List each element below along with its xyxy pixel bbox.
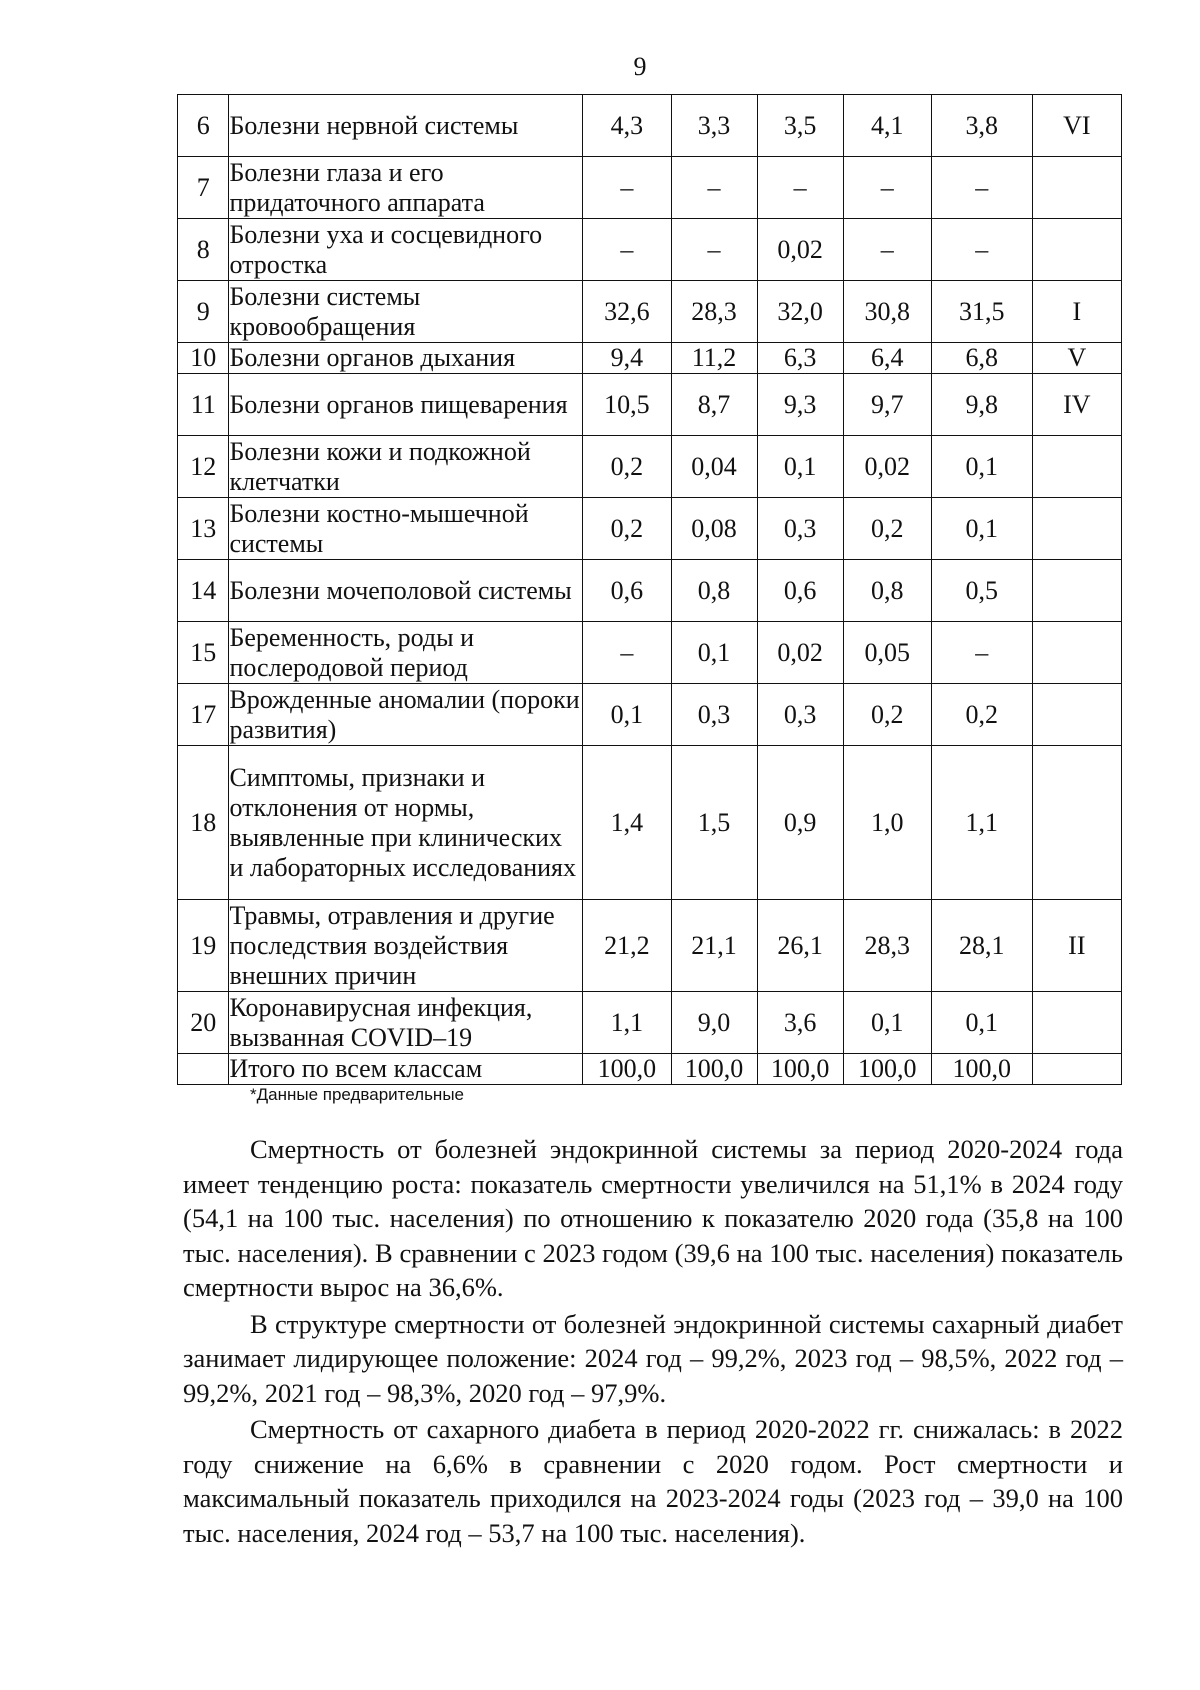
value-cell: 9,4 xyxy=(583,343,671,374)
value-cell: 28,1 xyxy=(931,900,1032,992)
value-cell: – xyxy=(843,219,931,281)
value-cell: 1,5 xyxy=(671,746,757,900)
disease-class: Болезни костно-мышечной системы xyxy=(229,498,583,560)
value-cell: 100,0 xyxy=(671,1054,757,1085)
disease-class: Беременность, роды и послеродовой период xyxy=(229,622,583,684)
row-number: 20 xyxy=(178,992,229,1054)
value-cell: 9,0 xyxy=(671,992,757,1054)
disease-class: Коронавирусная инфекция, вызванная COVID–19 xyxy=(229,992,583,1054)
row-number: 11 xyxy=(178,374,229,436)
row-number: 6 xyxy=(178,95,229,157)
rank-cell xyxy=(1032,498,1121,560)
value-cell: 4,3 xyxy=(583,95,671,157)
value-cell: – xyxy=(583,219,671,281)
value-cell: 8,7 xyxy=(671,374,757,436)
value-cell: 0,6 xyxy=(583,560,671,622)
row-number: 8 xyxy=(178,219,229,281)
value-cell: 0,6 xyxy=(757,560,843,622)
value-cell: 11,2 xyxy=(671,343,757,374)
disease-class: Болезни глаза и его придаточного аппарата xyxy=(229,157,583,219)
paragraph: Смертность от сахарного диабета в период 2020-2022 гг. снижалась: в 2022 году снижение на 6,6% в сравнении с 2020 годом. Рост смертности и максимальный показатель приходился на 2023-2024 годы (2023 год – 39,0 на 100 тыс. населения, 2024 год – 53,7 на 100 тыс. населения). xyxy=(183,1414,1123,1548)
value-cell: 0,1 xyxy=(757,436,843,498)
table-row xyxy=(178,622,1122,684)
value-cell: 6,3 xyxy=(757,343,843,374)
value-cell: 0,2 xyxy=(931,684,1032,746)
value-cell: 3,3 xyxy=(671,95,757,157)
value-cell: 32,0 xyxy=(757,281,843,343)
value-cell: 0,05 xyxy=(843,622,931,684)
value-cell: 31,5 xyxy=(931,281,1032,343)
value-cell: 0,02 xyxy=(757,219,843,281)
value-cell: 0,1 xyxy=(843,992,931,1054)
table-row xyxy=(178,281,1122,343)
value-cell: 0,2 xyxy=(583,498,671,560)
rank-cell xyxy=(1032,992,1121,1054)
row-number: 12 xyxy=(178,436,229,498)
rank-cell: IV xyxy=(1032,374,1121,436)
rank-cell xyxy=(1032,1054,1121,1085)
row-number: 13 xyxy=(178,498,229,560)
rank-cell xyxy=(1032,622,1121,684)
value-cell: – xyxy=(671,157,757,219)
paragraph: Смертность от болезней эндокринной системы за период 2020-2024 года имеет тенденцию роста: показатель смертности увеличился на 51,1% в 2024 году (54,1 на 100 тыс. населения) по отношению к показателю 2020 года (35,8 на 100 тыс. населения). В сравнении с 2023 годом (39,6 на 100 тыс. населения) показатель смертности вырос на 36,6%. xyxy=(183,1134,1123,1302)
value-cell: 9,8 xyxy=(931,374,1032,436)
page-number: 9 xyxy=(633,52,647,81)
value-cell: 4,1 xyxy=(843,95,931,157)
value-cell: – xyxy=(843,157,931,219)
table-row xyxy=(178,992,1122,1054)
value-cell: 0,2 xyxy=(583,436,671,498)
rank-cell: V xyxy=(1032,343,1121,374)
row-number: 9 xyxy=(178,281,229,343)
body-text xyxy=(183,1132,1123,1552)
value-cell: 0,2 xyxy=(843,498,931,560)
value-cell: 30,8 xyxy=(843,281,931,343)
row-number xyxy=(178,1054,229,1085)
value-cell: 0,02 xyxy=(843,436,931,498)
value-cell: 1,1 xyxy=(931,746,1032,900)
table-row xyxy=(178,560,1122,622)
rank-cell xyxy=(1032,219,1121,281)
value-cell: – xyxy=(931,219,1032,281)
value-cell: 0,1 xyxy=(931,436,1032,498)
value-cell: – xyxy=(671,219,757,281)
rank-cell: I xyxy=(1032,281,1121,343)
mortality-structure-table xyxy=(177,94,1122,1085)
value-cell: 0,1 xyxy=(583,684,671,746)
row-number: 17 xyxy=(178,684,229,746)
value-cell: – xyxy=(931,157,1032,219)
rank-cell: II xyxy=(1032,900,1121,992)
value-cell: 1,0 xyxy=(843,746,931,900)
rank-cell xyxy=(1032,684,1121,746)
row-number: 15 xyxy=(178,622,229,684)
row-number: 18 xyxy=(178,746,229,900)
value-cell: 9,3 xyxy=(757,374,843,436)
value-cell: 21,1 xyxy=(671,900,757,992)
disease-class: Болезни уха и сосцевидного отростка xyxy=(229,219,583,281)
disease-class: Симптомы, признаки и отклонения от нормы, выявленные при клинических и лабораторных исследованиях xyxy=(229,746,583,900)
table-row xyxy=(178,343,1122,374)
value-cell: 28,3 xyxy=(843,900,931,992)
value-cell: – xyxy=(583,157,671,219)
table-row xyxy=(178,157,1122,219)
value-cell: 0,8 xyxy=(843,560,931,622)
value-cell: 9,7 xyxy=(843,374,931,436)
value-cell: 10,5 xyxy=(583,374,671,436)
value-cell: 26,1 xyxy=(757,900,843,992)
value-cell: 0,3 xyxy=(757,684,843,746)
rank-cell xyxy=(1032,157,1121,219)
value-cell: 1,4 xyxy=(583,746,671,900)
value-cell: 0,3 xyxy=(671,684,757,746)
value-cell: 100,0 xyxy=(931,1054,1032,1085)
row-number: 14 xyxy=(178,560,229,622)
value-cell: 3,6 xyxy=(757,992,843,1054)
value-cell: – xyxy=(757,157,843,219)
value-cell: 0,9 xyxy=(757,746,843,900)
table-row xyxy=(178,95,1122,157)
table-row xyxy=(178,684,1122,746)
value-cell: 0,02 xyxy=(757,622,843,684)
table-row xyxy=(178,746,1122,900)
row-number: 7 xyxy=(178,157,229,219)
value-cell: – xyxy=(931,622,1032,684)
value-cell: 0,1 xyxy=(931,992,1032,1054)
rank-cell xyxy=(1032,436,1121,498)
row-number: 10 xyxy=(178,343,229,374)
disease-class: Болезни органов дыхания xyxy=(229,343,583,374)
value-cell: 1,1 xyxy=(583,992,671,1054)
row-number: 19 xyxy=(178,900,229,992)
table-footnote: *Данные предварительные xyxy=(250,1085,464,1104)
disease-class: Врожденные аномалии (пороки развития) xyxy=(229,684,583,746)
value-cell: 100,0 xyxy=(757,1054,843,1085)
value-cell: 32,6 xyxy=(583,281,671,343)
disease-class: Итого по всем классам xyxy=(229,1054,583,1085)
paragraph: В структуре смертности от болезней эндокринной системы сахарный диабет занимает лидирующее положение: 2024 год – 99,2%, 2023 год – 98,5%, 2022 год – 99,2%, 2021 год – 98,3%, 2020 год – 97,9%. xyxy=(183,1308,1123,1408)
value-cell: 100,0 xyxy=(583,1054,671,1085)
table-row xyxy=(178,374,1122,436)
value-cell: 0,5 xyxy=(931,560,1032,622)
disease-class: Болезни кожи и подкожной клетчатки xyxy=(229,436,583,498)
value-cell: 21,2 xyxy=(583,900,671,992)
value-cell: 3,8 xyxy=(931,95,1032,157)
rank-cell: VI xyxy=(1032,95,1121,157)
value-cell: 3,5 xyxy=(757,95,843,157)
disease-class: Болезни органов пищеварения xyxy=(229,374,583,436)
value-cell: 0,8 xyxy=(671,560,757,622)
disease-class: Болезни мочеполовой системы xyxy=(229,560,583,622)
value-cell: 0,3 xyxy=(757,498,843,560)
disease-class: Болезни нервной системы xyxy=(229,95,583,157)
table-row xyxy=(178,498,1122,560)
value-cell: 6,4 xyxy=(843,343,931,374)
disease-class: Болезни системы кровообращения xyxy=(229,281,583,343)
value-cell: 0,08 xyxy=(671,498,757,560)
value-cell: – xyxy=(583,622,671,684)
rank-cell xyxy=(1032,746,1121,900)
rank-cell xyxy=(1032,560,1121,622)
value-cell: 0,1 xyxy=(931,498,1032,560)
value-cell: 0,1 xyxy=(671,622,757,684)
value-cell: 6,8 xyxy=(931,343,1032,374)
value-cell: 100,0 xyxy=(843,1054,931,1085)
table-row xyxy=(178,219,1122,281)
value-cell: 0,2 xyxy=(843,684,931,746)
table-row xyxy=(178,436,1122,498)
disease-class: Травмы, отравления и другие последствия воздействия внешних причин xyxy=(229,900,583,992)
value-cell: 0,04 xyxy=(671,436,757,498)
value-cell: 28,3 xyxy=(671,281,757,343)
table-row xyxy=(178,900,1122,992)
table-row-total xyxy=(178,1054,1122,1085)
